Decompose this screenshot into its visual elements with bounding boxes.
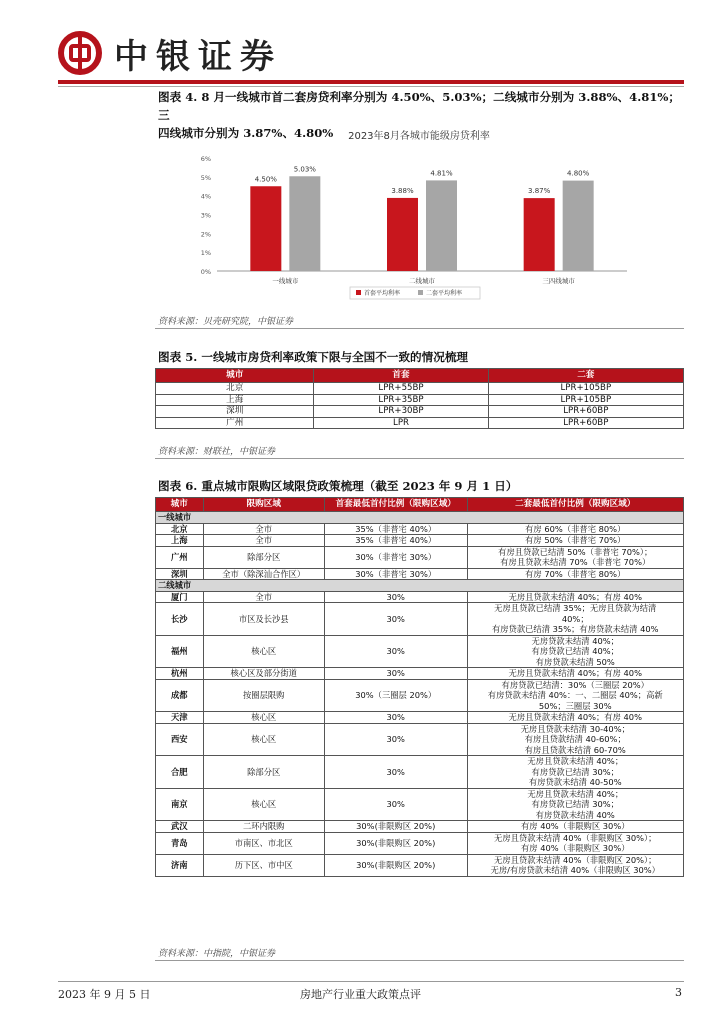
- first-ratio-cell: 30%(非限购区 20%): [324, 832, 467, 854]
- footer-divider: [58, 981, 684, 982]
- first-ratio-cell: 30%: [324, 712, 467, 724]
- bank-of-china-logo-icon: [58, 31, 102, 75]
- second-rate-cell: LPR+60BP: [488, 406, 683, 418]
- second-ratio-line: 有房贷款未结清 40%: [535, 809, 615, 820]
- city-cell: 合肥: [156, 756, 204, 789]
- footer-date: 2023 年 9 月 5 日: [58, 988, 151, 1001]
- table-row: [156, 394, 684, 406]
- header-divider: [58, 80, 684, 84]
- city-cell: 深圳: [156, 406, 314, 418]
- data-label: 4.80%: [567, 169, 590, 178]
- figure6-header-city: 城市: [156, 498, 204, 512]
- city-cell: 上海: [156, 394, 314, 406]
- second-ratio-cell: [467, 854, 684, 876]
- x-tick-label: 一线城市: [272, 277, 299, 285]
- first-ratio-cell: 30%: [324, 788, 467, 821]
- second-ratio-cell: [467, 591, 684, 603]
- table-row: [156, 603, 684, 636]
- y-tick-label: 6%: [200, 155, 211, 163]
- figure6-table: [155, 497, 684, 877]
- first-rate-cell: LPR+55BP: [314, 383, 488, 395]
- table-row: [156, 679, 684, 712]
- second-ratio-line: 无房且贷款未结清 40%；有房 40%: [508, 668, 642, 678]
- y-tick-label: 5%: [200, 173, 211, 182]
- first-ratio-cell: 30%（三圈层 20%）: [324, 679, 467, 712]
- section-label: 一线城市: [156, 512, 684, 524]
- y-tick-label: 0%: [200, 268, 211, 276]
- second-ratio-line: 有房 50%（非普宅 70%）: [525, 535, 626, 545]
- zone-cell: 全市（除深汕合作区）: [203, 568, 324, 580]
- table-row: [156, 568, 684, 580]
- city-cell: 成都: [156, 679, 204, 712]
- figure6-header-zone: 限购区域: [203, 498, 324, 512]
- zone-cell: 二环内限购: [203, 821, 324, 833]
- first-ratio-cell: 30%: [324, 635, 467, 668]
- figure4-chart: [195, 126, 635, 306]
- city-cell: 西安: [156, 723, 204, 756]
- bar-second-home: [563, 181, 594, 271]
- first-ratio-cell: 30%: [324, 591, 467, 603]
- second-ratio-line: 有房 40%（非限购区 30%）: [520, 843, 630, 853]
- data-label: 3.87%: [528, 187, 551, 196]
- second-ratio-line: 无房且贷款已结清 35%；无房且贷款为结清: [494, 603, 657, 613]
- zone-cell: 核心区及部分街道: [203, 668, 324, 680]
- zone-cell: 全市: [203, 523, 324, 535]
- city-cell: 杭州: [156, 668, 204, 680]
- header-divider-thin: [58, 86, 684, 87]
- y-tick-label: 1%: [200, 249, 211, 258]
- table-row: [156, 546, 684, 568]
- city-cell: 北京: [156, 523, 204, 535]
- figure6-header-first: 首套最低首付比例（限购区域）: [324, 498, 467, 512]
- zone-cell: 核心区: [203, 712, 324, 724]
- figure6-source: 资料来源：中指院，中银证券: [158, 949, 276, 959]
- second-ratio-cell: [467, 723, 684, 756]
- figure6-header-second: 二套最低首付比例（限购区域）: [467, 498, 684, 512]
- first-rate-cell: LPR: [314, 417, 488, 429]
- second-ratio-line: 有房且贷款结清 40-60%；: [524, 734, 626, 744]
- table-row: [156, 523, 684, 535]
- city-cell: 青岛: [156, 832, 204, 854]
- second-ratio-cell: [467, 635, 684, 668]
- data-label: 4.81%: [430, 169, 453, 178]
- first-ratio-cell: 30%（非普宅 30%）: [324, 568, 467, 580]
- second-ratio-cell: [467, 668, 684, 680]
- figure4-title-line2: 四线城市分别为 3.87%、4.80%: [158, 126, 334, 140]
- figure5-title: 图表 5. 一线城市房贷利率政策下限与全国不一致的情况梳理: [158, 350, 469, 364]
- zone-cell: 核心区: [203, 635, 324, 668]
- table-row: [156, 788, 684, 821]
- figure4-source: 资料来源：贝壳研究院，中银证券: [158, 317, 294, 327]
- first-ratio-cell: 30%: [324, 756, 467, 789]
- second-ratio-cell: [467, 568, 684, 580]
- bar-second-home: [289, 176, 320, 271]
- figure6-divider: [155, 960, 684, 961]
- first-ratio-cell: 35%（非普宅 40%）: [324, 523, 467, 535]
- second-ratio-line: 无房且贷款未结清 30-40%；: [520, 723, 630, 734]
- city-cell: 福州: [156, 635, 204, 668]
- second-ratio-line: 有房贷款已结清：30%（三圈层 20%）: [501, 679, 649, 690]
- second-ratio-line: 无房且贷款未结清 40%（非限购区 20%）；: [494, 854, 657, 865]
- y-tick-label: 3%: [200, 211, 211, 220]
- first-ratio-cell: 30%: [324, 723, 467, 756]
- first-ratio-cell: 30%（非普宅 30%）: [324, 546, 467, 568]
- second-ratio-cell: [467, 603, 684, 636]
- section-row-tier2: [156, 580, 684, 592]
- city-cell: 北京: [156, 383, 314, 395]
- city-cell: 广州: [156, 546, 204, 568]
- second-ratio-line: 有房贷款未结清 40-50%: [528, 777, 622, 787]
- brand-name: 中银证券: [114, 36, 282, 77]
- second-ratio-cell: [467, 712, 684, 724]
- second-ratio-line: 无房且贷款未结清 40%；: [527, 788, 624, 799]
- city-cell: 深圳: [156, 568, 204, 580]
- table-row: [156, 535, 684, 547]
- city-cell: 长沙: [156, 603, 204, 636]
- section-label: 二线城市: [156, 580, 684, 592]
- figure5-header-second: 二套: [488, 369, 683, 383]
- second-ratio-cell: [467, 535, 684, 547]
- zone-cell: 核心区: [203, 788, 324, 821]
- second-ratio-cell: [467, 523, 684, 535]
- x-tick-label: 二线城市: [409, 277, 435, 285]
- first-ratio-cell: 30%(非限购区 20%): [324, 854, 467, 876]
- table-row: [156, 832, 684, 854]
- second-ratio-line: 无房且贷款未结清 40%；有房 40%: [508, 591, 642, 602]
- table-row: [156, 723, 684, 756]
- first-rate-cell: LPR+35BP: [314, 394, 488, 406]
- table-row: [156, 668, 684, 680]
- bar-first-home: [387, 198, 418, 271]
- bar-first-home: [250, 186, 281, 271]
- city-cell: 广州: [156, 417, 314, 429]
- second-ratio-cell: [467, 546, 684, 568]
- city-cell: 南京: [156, 788, 204, 821]
- zone-cell: 历下区、市中区: [203, 854, 324, 876]
- second-ratio-line: 无房且贷款未结清 40%；: [527, 756, 624, 766]
- y-tick-label: 4%: [200, 192, 211, 201]
- first-ratio-cell: 30%: [324, 668, 467, 680]
- second-ratio-line: 有房且贷款未结清 70%（非普宅 70%）: [500, 557, 651, 567]
- table-row: [156, 635, 684, 668]
- second-ratio-line: 有房 60%（非普宅 80%）: [525, 523, 626, 534]
- zone-cell: 除部分区: [203, 756, 324, 789]
- second-ratio-line: 无房且贷款未结清 40%（非限购区 30%）；: [494, 832, 657, 843]
- table-row: [156, 406, 684, 418]
- city-cell: 天津: [156, 712, 204, 724]
- table-row: [156, 591, 684, 603]
- second-ratio-line: 无房贷款未结清 40%；: [531, 635, 619, 646]
- second-ratio-line: 有房贷款已结清 35%；有房贷款未结清 40%: [491, 624, 659, 634]
- second-ratio-line: 50%；三圈层 30%: [538, 700, 612, 711]
- figure5-divider: [155, 458, 684, 459]
- city-cell: 济南: [156, 854, 204, 876]
- city-cell: 上海: [156, 535, 204, 547]
- report-header: [58, 30, 282, 76]
- city-cell: 厦门: [156, 591, 204, 603]
- data-label: 3.88%: [391, 186, 414, 195]
- first-ratio-cell: 30%: [324, 603, 467, 636]
- footer-page-number: 3: [675, 986, 682, 999]
- second-ratio-cell: [467, 832, 684, 854]
- second-ratio-cell: [467, 821, 684, 833]
- figure5-header-city: 城市: [156, 369, 314, 383]
- table-row: [156, 712, 684, 724]
- chart-title: 2023年8月各城市能级房贷利率: [348, 131, 490, 142]
- second-rate-cell: LPR+60BP: [488, 417, 683, 429]
- city-cell: 武汉: [156, 821, 204, 833]
- second-rate-cell: LPR+105BP: [488, 383, 683, 395]
- legend-label: 首套平均利率: [364, 290, 401, 297]
- second-ratio-line: 无房/有房贷款未结清 40%（非限购区 30%）: [490, 865, 660, 875]
- x-tick-label: 三四线城市: [542, 277, 575, 285]
- zone-cell: 全市: [203, 535, 324, 547]
- second-ratio-line: 40%；: [561, 613, 589, 624]
- data-label: 5.03%: [293, 165, 316, 174]
- legend-swatch: [418, 290, 423, 295]
- figure4-title-line1: 图表 4. 8 月一线城市首二套房贷利率分别为 4.50%、5.03%；二线城市分别为 3.88%、4.81%；三: [158, 90, 680, 122]
- zone-cell: 市区及长沙县: [203, 603, 324, 636]
- data-label: 4.50%: [254, 175, 277, 184]
- zone-cell: 按圈层限购: [203, 679, 324, 712]
- figure5-header-first: 首套: [314, 369, 488, 383]
- bar-second-home: [426, 180, 457, 271]
- second-ratio-line: 有房贷款未结清 50%: [535, 656, 615, 667]
- zone-cell: 除部分区: [203, 546, 324, 568]
- y-tick-label: 2%: [200, 230, 211, 239]
- table-row: [156, 854, 684, 876]
- figure6-title: 图表 6. 重点城市限购区域限贷政策梳理（截至 2023 年 9 月 1 日）: [158, 479, 518, 493]
- bar-first-home: [524, 198, 555, 271]
- figure4-divider: [155, 328, 684, 329]
- first-rate-cell: LPR+30BP: [314, 406, 488, 418]
- second-ratio-line: 有房 40%（非限购区 30%）: [520, 821, 630, 831]
- first-ratio-cell: 35%（非普宅 40%）: [324, 535, 467, 547]
- second-rate-cell: LPR+105BP: [488, 394, 683, 406]
- table-row: [156, 417, 684, 429]
- zone-cell: 市南区、市北区: [203, 832, 324, 854]
- legend-swatch: [356, 290, 361, 295]
- second-ratio-cell: [467, 788, 684, 821]
- legend-label: 二套平均利率: [426, 290, 463, 297]
- figure5-table: [155, 368, 684, 429]
- second-ratio-line: 有房贷款未结清 40%：一、二圈层 40%；高新: [487, 690, 663, 700]
- second-ratio-line: 有房 70%（非普宅 80%）: [525, 568, 626, 579]
- table-row: [156, 821, 684, 833]
- second-ratio-line: 有房贷款已结清 40%；: [531, 646, 619, 656]
- second-ratio-line: 有房贷款已结清 30%；: [531, 766, 619, 777]
- figure5-source: 资料来源：财联社，中银证券: [158, 447, 276, 457]
- zone-cell: 全市: [203, 591, 324, 603]
- first-ratio-cell: 30%(非限购区 20%): [324, 821, 467, 833]
- section-row-tier1: [156, 512, 684, 524]
- second-ratio-cell: [467, 679, 684, 712]
- second-ratio-line: 无房且贷款未结清 40%；有房 40%: [508, 712, 642, 722]
- second-ratio-cell: [467, 756, 684, 789]
- footer-title: 房地产行业重大政策点评: [300, 988, 421, 1001]
- second-ratio-line: 有房且贷款已结清 50%（非普宅 70%）；: [498, 546, 653, 557]
- table-row: [156, 383, 684, 395]
- second-ratio-line: 有房且贷款未结清 60-70%: [524, 744, 626, 755]
- table-row: [156, 756, 684, 789]
- zone-cell: 核心区: [203, 723, 324, 756]
- second-ratio-line: 有房贷款已结清 30%；: [531, 799, 619, 809]
